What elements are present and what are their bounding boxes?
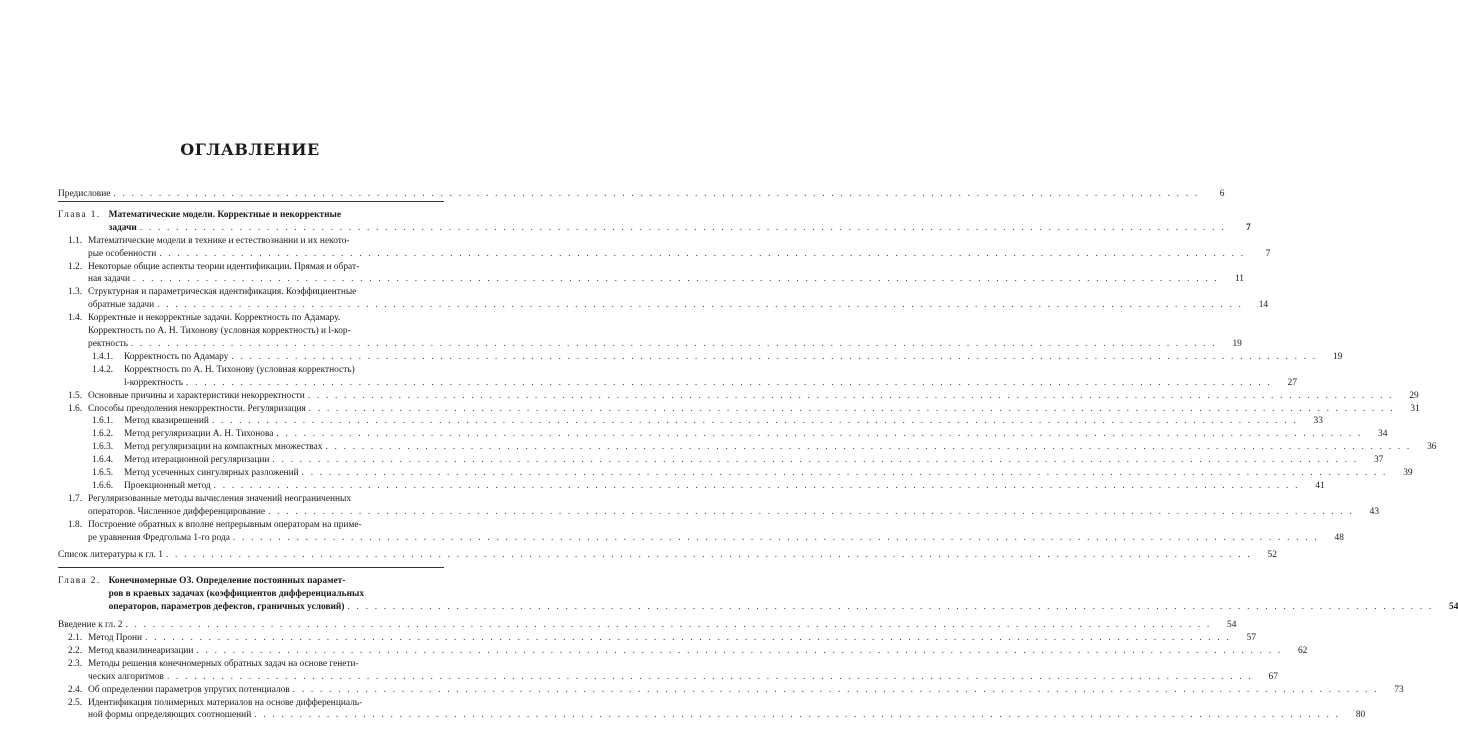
toc-page-number: 43: [1369, 506, 1380, 517]
toc-entry-text: Метод квазилинеаризации: [88, 645, 194, 656]
toc-entry-number: 1.6.2.: [92, 429, 114, 440]
toc-page-number: 80: [1355, 710, 1366, 721]
toc-page-number: 6: [1219, 189, 1225, 199]
toc-entry-text: Метод квазирешений: [124, 416, 209, 427]
toc-entry-number: 1.6.: [68, 403, 83, 414]
toc-entry-number: 2.1.: [68, 633, 83, 643]
dot-leader: . . . . . . . . . . . . . . . . . . . . . . . . . . . . . . . . . . . . . . . . . . . . . . . . . . . . . . . . . . . . . . . . . . . . . . . . . . . . . . . . . . . . . . . . . . . . . . . . . . . . . . . . . . . . . . . . . . . . . . . .: [196, 645, 1283, 656]
toc-entry-text: Структурная и параметрическая идентификация. Коэффициентные: [88, 287, 357, 298]
toc-entry-s1-4-1[interactable]: [58, 351, 1343, 364]
dot-leader: . . . . . . . . . . . . . . . . . . . . . . . . . . . . . . . . . . . . . . . . . . . . . . . . . . . . . . . . . . . . . . . . . . . . . . . . . . . . . . . . . . . . . . . . . . . . . . . . . . . . . . . . . . . . . . . . . . . . . . . .: [125, 620, 1212, 631]
dot-leader: . . . . . . . . . . . . . . . . . . . . . . . . . . . . . . . . . . . . . . . . . . . . . . . . . . . . . . . . . . . . . . . . . . . . . . . . . . . . . . . . . . . . . . . . . . . . . . . . . . . . . . . . . . . . . . . . . . . . . . . .: [186, 377, 1272, 388]
toc-entry-text: Метод Прони: [88, 633, 143, 643]
toc-page-number: 11: [1234, 274, 1244, 285]
toc-entry-number: 1.2.: [68, 261, 83, 272]
toc-entry-s1-6-4[interactable]: [58, 454, 1384, 467]
toc-spacer: [58, 178, 444, 188]
toc-entry-s2-2[interactable]: [58, 645, 1308, 658]
toc-entry-s1-6-2[interactable]: [58, 428, 1388, 441]
toc-entry-number: 1.3.: [68, 287, 83, 298]
toc-entry-text: Корректность по Адамару: [124, 351, 229, 362]
toc-entry-s1-1[interactable]: [58, 235, 1271, 261]
toc-entry-s2-4[interactable]: [58, 684, 1404, 697]
toc-entry-text: Метод итерационной регуляризации: [124, 455, 270, 466]
toc-entry-text: Метод усеченных сингулярных разложений: [124, 468, 299, 479]
page-title: ОГЛАВЛЕНИЕ: [180, 140, 320, 159]
toc-entry-number: 1.6.1.: [92, 416, 114, 427]
toc-entry-text: Предисловие: [58, 189, 111, 199]
toc-entry-text: Основные причины и характеристики некорректности: [88, 390, 305, 401]
toc-entry-s1-4-2[interactable]: [58, 364, 1297, 390]
toc-page-number: 7: [1265, 248, 1271, 259]
toc-entry-text: обратные задачи: [88, 300, 155, 311]
dot-leader: . . . . . . . . . . . . . . . . . . . . . . . . . . . . . . . . . . . . . . . . . . . . . . . . . . . . . . . . . . . . . . . . . . . . . . . . . . . . . . . . . . . . . . . . . . . . . . . . . . . . . . . . . . . . . . . . . . . . . . . .: [211, 416, 1298, 427]
toc-entry-text: Конечномерные ОЗ. Определение постоянных парамет-: [108, 576, 346, 587]
toc-entry-number: 1.6.3.: [92, 442, 114, 453]
toc-page-number: 7: [1246, 222, 1251, 233]
toc-page-number: 37: [1373, 455, 1384, 466]
dot-leader: . . . . . . . . . . . . . . . . . . . . . . . . . . . . . . . . . . . . . . . . . . . . . . . . . . . . . . . . . . . . . . . . . . . . . . . . . . . . . . . . . . . . . . . . . . . . . . . . . . . . . . . . . . . . . . . . . . . . . . . .: [130, 338, 1217, 349]
toc-entry-s1-6-1[interactable]: [58, 415, 1323, 428]
dot-leader: . . . . . . . . . . . . . . . . . . . . . . . . . . . . . . . . . . . . . . . . . . . . . . . . . . . . . . . . . . . . . . . . . . . . . . . . . . . . . . . . . . . . . . . . . . . . . . . . . . . . . . . . . . . . . . . . . . . . . . . .: [292, 684, 1379, 695]
toc-entry-text: Регуляризованные методы вычисления значений неограниченных: [88, 493, 352, 504]
toc-entry-text: Проекционный метод: [124, 480, 211, 491]
toc-entry-s1-4[interactable]: [58, 312, 1242, 351]
toc-entry-number: 2.3.: [68, 658, 83, 669]
toc-entry-text: Введение к гл. 2: [58, 620, 123, 631]
toc-entry-text: операторов. Численное дифференцирование: [88, 506, 266, 517]
toc-entry-number: 1.1.: [68, 235, 83, 246]
toc-page-number: 52: [1267, 550, 1277, 561]
toc-entry-refs1[interactable]: [58, 549, 1277, 562]
toc-page-number: 48: [1334, 532, 1344, 543]
toc-entry-intro2[interactable]: [58, 619, 1237, 632]
toc-page-number: 54: [1227, 620, 1237, 631]
toc-page-number: 27: [1287, 377, 1297, 388]
toc-entry-ch2[interactable]: [58, 567, 1458, 614]
toc-entry-s1-3[interactable]: [58, 286, 1269, 312]
dot-leader: . . . . . . . . . . . . . . . . . . . . . . . . . . . . . . . . . . . . . . . . . . . . . . . . . . . . . . . . . . . . . . . . . . . . . . . . . . . . . . . . . . . . . . . . . . . . . . . . . . . . . . . . . . . . . . . . . . . . . . . .: [325, 442, 1412, 453]
toc-entry-preface[interactable]: [58, 188, 1225, 201]
toc-entry-number: 1.6.5.: [92, 468, 114, 479]
dot-leader: . . . . . . . . . . . . . . . . . . . . . . . . . . . . . . . . . . . . . . . . . . . . . . . . . . . . . . . . . . . . . . . . . . . . . . . . . . . . . . . . . . . . . . . . . . . . . . . . . . . . . . . . . . . . . . . . . . . . . . . .: [133, 274, 1219, 285]
toc-page-number: 39: [1403, 468, 1413, 479]
dot-leader: . . . . . . . . . . . . . . . . . . . . . . . . . . . . . . . . . . . . . . . . . . . . . . . . . . . . . . . . . . . . . . . . . . . . . . . . . . . . . . . . . . . . . . . . . . . . . . . . . . . . . . . . . . . . . . . . . . . . . . . .: [231, 351, 1318, 362]
toc-page-number: 29: [1409, 390, 1419, 401]
toc-entry-number: 1.4.: [68, 313, 83, 324]
toc-entry-s1-6[interactable]: [58, 403, 1420, 416]
toc-entry-s2-5[interactable]: [58, 697, 1366, 723]
toc-entry-text: Математические модели. Корректные и некорректные: [108, 209, 341, 220]
toc-entry-s1-6-5[interactable]: [58, 467, 1413, 480]
toc-entry-text: ре уравнения Фредгольма 1-го рода: [88, 532, 230, 543]
toc-page-number: 31: [1410, 403, 1420, 414]
toc-entry-s1-7[interactable]: [58, 493, 1380, 519]
dot-leader: . . . . . . . . . . . . . . . . . . . . . . . . . . . . . . . . . . . . . . . . . . . . . . . . . . . . . . . . . . . . . . . . . . . . . . . . . . . . . . . . . . . . . . . . . . . . . . . . . . . . . . . . . . . . . . . . . . . . . . . .: [159, 248, 1246, 259]
toc-entry-text: Корректные и некорректные задачи. Корректность по Адамару.: [88, 313, 341, 324]
table-of-contents: [58, 178, 1458, 722]
toc-entry-number: 1.6.6.: [92, 480, 114, 491]
toc-entry-s1-8[interactable]: [58, 519, 1344, 545]
toc-entry-text: ческих алгоритмов: [88, 671, 164, 682]
toc-page-number: 41: [1315, 480, 1325, 491]
toc-entry-text: Некоторые общие аспекты теории идентификации. Прямая и обрат-: [88, 261, 360, 272]
dot-leader: . . . . . . . . . . . . . . . . . . . . . . . . . . . . . . . . . . . . . . . . . . . . . . . . . . . . . . . . . . . . . . . . . . . . . . . . . . . . . . . . . . . . . . . . . . . . . . . . . . . . . . . . . . . . . . . . . . . . . . . .: [139, 222, 1226, 233]
toc-entry-text: Построение обратных к вполне непрерывным операторам на приме-: [88, 519, 362, 530]
toc-entry-text: Список литературы к гл. 1: [58, 550, 163, 561]
toc-entry-s1-2[interactable]: [58, 261, 1244, 287]
toc-page-number: 54: [1449, 602, 1458, 613]
toc-entry-text: операторов, параметров дефектов, граничных условий): [108, 602, 345, 613]
toc-page-number: 67: [1268, 671, 1278, 682]
toc-entry-text: Метод регуляризации на компактных множествах: [124, 442, 323, 453]
dot-leader: . . . . . . . . . . . . . . . . . . . . . . . . . . . . . . . . . . . . . . . . . . . . . . . . . . . . . . . . . . . . . . . . . . . . . . . . . . . . . . . . . . . . . . . . . . . . . . . . . . . . . . . . . . . . . . . . . . . . . . . .: [307, 390, 1394, 401]
dot-leader: . . . . . . . . . . . . . . . . . . . . . . . . . . . . . . . . . . . . . . . . . . . . . . . . . . . . . . . . . . . . . . . . . . . . . . . . . . . . . . . . . . . . . . . . . . . . . . . . . . . . . . . . . . . . . . . . . . . . . . . .: [165, 550, 1252, 561]
toc-entry-text: Идентификация полимерных материалов на основе дифференциаль-: [88, 697, 363, 708]
toc-entry-text: задачи: [108, 222, 137, 233]
toc-page-number: 36: [1427, 442, 1437, 453]
toc-page-number: 34: [1378, 429, 1388, 440]
toc-entry-text: Математические модели в технике и естествознании и их некото-: [88, 235, 350, 246]
toc-entry-number: 1.8.: [68, 519, 83, 530]
dot-leader: . . . . . . . . . . . . . . . . . . . . . . . . . . . . . . . . . . . . . . . . . . . . . . . . . . . . . . . . . . . . . . . . . . . . . . . . . . . . . . . . . . . . . . . . . . . . . . . . . . . . . . . . . . . . . . . . . . . . . . . .: [276, 429, 1363, 440]
toc-page-number: 19: [1332, 351, 1343, 362]
toc-entry-number: 1.4.2.: [92, 364, 114, 375]
toc-entry-s2-1[interactable]: [58, 632, 1257, 645]
dot-leader: . . . . . . . . . . . . . . . . . . . . . . . . . . . . . . . . . . . . . . . . . . . . . . . . . . . . . . . . . . . . . . . . . . . . . . . . . . . . . . . . . . . . . . . . . . . . . . . . . . . . . . . . . . . . . . . . . . . . . . . .: [157, 300, 1244, 311]
toc-entry-text: Методы решения конечномерных обратных задач на основе генети-: [88, 658, 359, 669]
toc-entry-s1-6-3[interactable]: [58, 441, 1437, 454]
toc-entry-number: 1.7.: [68, 493, 83, 504]
toc-page-number: 33: [1313, 416, 1323, 427]
toc-entry-text: ров в краевых задачах (коэффициентов дифференциальных: [108, 589, 365, 600]
toc-entry-number: 1.6.4.: [92, 455, 114, 466]
toc-entry-text: рые особенности: [88, 248, 157, 259]
dot-leader: . . . . . . . . . . . . . . . . . . . . . . . . . . . . . . . . . . . . . . . . . . . . . . . . . . . . . . . . . . . . . . . . . . . . . . . . . . . . . . . . . . . . . . . . . . . . . . . . . . . . . . . . . . . . . . . . . . . . . . . .: [213, 480, 1300, 491]
toc-entry-number: Глава 2.: [58, 576, 101, 587]
toc-page-number: 73: [1394, 684, 1404, 695]
dot-leader: . . . . . . . . . . . . . . . . . . . . . . . . . . . . . . . . . . . . . . . . . . . . . . . . . . . . . . . . . . . . . . . . . . . . . . . . . . . . . . . . . . . . . . . . . . . . . . . . . . . . . . . . . . . . . . . . . . . . . . . .: [254, 710, 1341, 721]
dot-leader: . . . . . . . . . . . . . . . . . . . . . . . . . . . . . . . . . . . . . . . . . . . . . . . . . . . . . . . . . . . . . . . . . . . . . . . . . . . . . . . . . . . . . . . . . . . . . . . . . . . . . . . . . . . . . . . . . . . . . . . .: [268, 506, 1355, 517]
toc-entry-text: Корректность по А. Н. Тихонову (условная корректность) и l-кор-: [88, 326, 351, 337]
dot-leader: . . . . . . . . . . . . . . . . . . . . . . . . . . . . . . . . . . . . . . . . . . . . . . . . . . . . . . . . . . . . . . . . . . . . . . . . . . . . . . . . . . . . . . . . . . . . . . . . . . . . . . . . . . . . . . . . . . . . . . . .: [301, 468, 1388, 479]
toc-entry-s2-3[interactable]: [58, 658, 1278, 684]
dot-leader: . . . . . . . . . . . . . . . . . . . . . . . . . . . . . . . . . . . . . . . . . . . . . . . . . . . . . . . . . . . . . . . . . . . . . . . . . . . . . . . . . . . . . . . . . . . . . . . . . . . . . . . . . . . . . . . . . . . . . . . .: [347, 602, 1434, 613]
toc-entry-text: ная задачи: [88, 274, 130, 285]
dot-leader: . . . . . . . . . . . . . . . . . . . . . . . . . . . . . . . . . . . . . . . . . . . . . . . . . . . . . . . . . . . . . . . . . . . . . . . . . . . . . . . . . . . . . . . . . . . . . . . . . . . . . . . . . . . . . . . . . . . . . . . .: [272, 455, 1359, 466]
toc-page-number: 62: [1297, 645, 1308, 656]
toc-page-number: 14: [1258, 300, 1269, 311]
toc-entry-number: 2.4.: [68, 684, 83, 695]
toc-entry-number: Глава 1.: [58, 209, 101, 220]
dot-leader: . . . . . . . . . . . . . . . . . . . . . . . . . . . . . . . . . . . . . . . . . . . . . . . . . . . . . . . . . . . . . . . . . . . . . . . . . . . . . . . . . . . . . . . . . . . . . . . . . . . . . . . . . . . . . . . . . . . . . . . .: [232, 532, 1319, 543]
toc-entry-number: 1.4.1.: [92, 351, 114, 362]
toc-entry-number: 1.5.: [68, 390, 83, 401]
dot-leader: . . . . . . . . . . . . . . . . . . . . . . . . . . . . . . . . . . . . . . . . . . . . . . . . . . . . . . . . . . . . . . . . . . . . . . . . . . . . . . . . . . . . . . . . . . . . . . . . . . . . . . . . . . . . . . . . . . . . . . . .: [308, 403, 1395, 414]
toc-page-number: 57: [1246, 633, 1257, 643]
dot-leader: . . . . . . . . . . . . . . . . . . . . . . . . . . . . . . . . . . . . . . . . . . . . . . . . . . . . . . . . . . . . . . . . . . . . . . . . . . . . . . . . . . . . . . . . . . . . . . . . . . . . . . . . . . . . . . . . . . . . . . . .: [166, 671, 1253, 682]
toc-entry-text: Корректность по А. Н. Тихонову (условная корректность): [124, 364, 355, 375]
toc-entry-text: ной формы определяющих соотношений: [88, 710, 252, 721]
dot-leader: . . . . . . . . . . . . . . . . . . . . . . . . . . . . . . . . . . . . . . . . . . . . . . . . . . . . . . . . . . . . . . . . . . . . . . . . . . . . . . . . . . . . . . . . . . . . . . . . . . . . . . . . . . . . . . . . . . . . . . . .: [113, 189, 1200, 199]
toc-entry-s1-5[interactable]: [58, 390, 1419, 403]
toc-entry-ch1[interactable]: [58, 201, 1251, 235]
dot-leader: . . . . . . . . . . . . . . . . . . . . . . . . . . . . . . . . . . . . . . . . . . . . . . . . . . . . . . . . . . . . . . . . . . . . . . . . . . . . . . . . . . . . . . . . . . . . . . . . . . . . . . . . . . . . . . . . . . . . . . . .: [145, 633, 1232, 643]
toc-entry-text: Об определении параметров упругих потенциалов: [88, 684, 290, 695]
toc-entry-text: l-корректность: [124, 377, 184, 388]
toc-page-number: 19: [1232, 338, 1242, 349]
toc-entry-text: Способы преодоления некорректности. Регуляризация: [88, 403, 306, 414]
toc-entry-text: Метод регуляризации А. Н. Тихонова: [124, 429, 274, 440]
toc-entry-s1-6-6[interactable]: [58, 480, 1325, 493]
toc-entry-number: 2.2.: [68, 645, 83, 656]
toc-entry-number: 2.5.: [68, 697, 83, 708]
toc-entry-text: ректность: [88, 338, 128, 349]
